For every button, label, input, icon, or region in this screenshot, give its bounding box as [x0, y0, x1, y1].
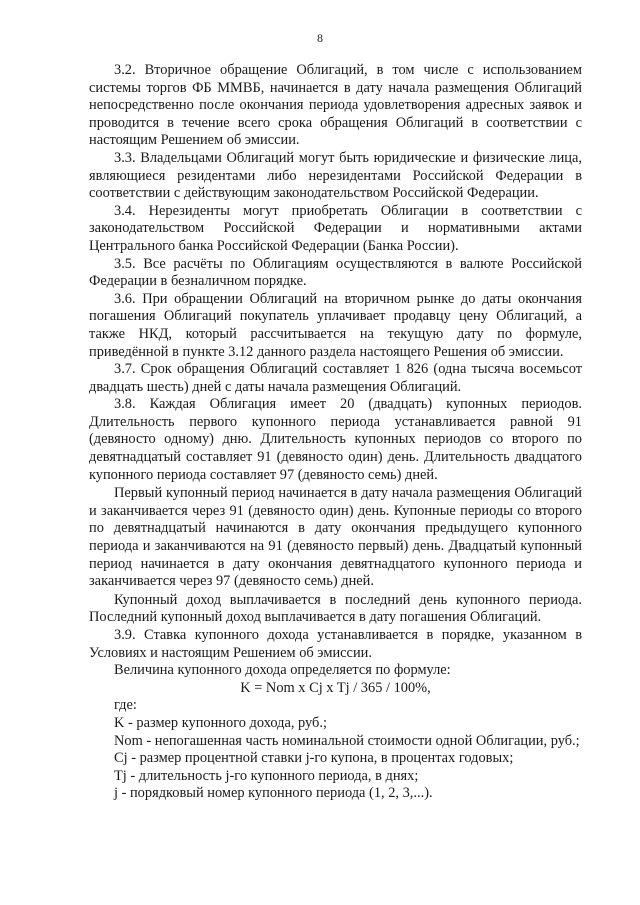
paragraph-3-9: 3.9. Ставка купонного дохода устанавливается в порядке, указанном в Условиях и настоящим Решением об эмиссии.: [89, 627, 582, 661]
page-number: 8: [317, 31, 323, 45]
definition-cj: Cj - размер процентной ставки j-го купона, в процентах годовых;: [114, 750, 514, 767]
paragraph-3-3: 3.3. Владельцами Облигаций могут быть юридические и физические лица, являющиеся резидентами либо нерезидентами Российской Федерации в соответствии с действующим законодательством Российской Федерации.: [89, 149, 582, 202]
paragraph-coupon-payment: Купонный доход выплачивается в последний день купонного периода. Последний купонный доход выплачивается в дату погашения Облигаций.: [89, 591, 582, 626]
paragraph-coupon-periods: Первый купонный период начинается в дату начала размещения Облигаций и заканчивается через 91 (девяносто один) день. Купонные периоды со второго по девятнадцатый начинаются в дату окончания предыдущего купонного периода и заканчиваются на 91 (девяносто первый) день. Двадцатый купонный период начинается в дату окончания девятнадцатого купонного периода и заканчивается через 97 (девяносто семь) дней.: [89, 485, 582, 590]
paragraph-where: где:: [114, 697, 137, 714]
definition-k: K - размер купонного дохода, руб.;: [114, 714, 327, 731]
paragraph-3-8: 3.8. Каждая Облигация имеет 20 (двадцать) купонных периодов. Длительность первого купонного периода устанавливается равной 91 (девяносто одному) дню. Длительность купонных периодов со второго по девятнадцатый составляет 91 (девяносто один) день. Длительность двадцатого купонного периода составляет 97 (девяносто семь) дней.: [89, 396, 582, 483]
definition-nom: Nom - непогашенная часть номинальной стоимости одной Облигации, руб.;: [114, 732, 580, 749]
paragraph-3-2: 3.2. Вторичное обращение Облигаций, в том числе с использованием системы торгов ФБ ММВБ, начинается в дату начала размещения Облигаций непосредственно после окончания периода удовлетворения адресных заявок и проводится в течение всего срока обращения Облигаций в соответствии с настоящим Решением об эмиссии.: [89, 62, 582, 149]
paragraph-3-6: 3.6. При обращении Облигаций на вторичном рынке до даты окончания погашения Облигаций покупатель уплачивает продавцу цену Облигаций, а также НКД, который рассчитывается на текущую дату по формуле, приведённой в пункте 3.12 данного раздела настоящего Решения об эмиссии.: [89, 290, 582, 360]
definition-j: j - порядковый номер купонного периода (1, 2, 3,...).: [114, 785, 433, 802]
coupon-formula: K = Nom x Cj x Tj / 365 / 100%,: [240, 679, 431, 696]
paragraph-3-4: 3.4. Нерезиденты могут приобретать Облигации в соответствии с законодательством Российской Федерации и нормативными актами Центрального банка Российской Федерации (Банка России).: [89, 202, 582, 254]
definition-tj: Tj - длительность j-го купонного периода, в днях;: [114, 767, 419, 784]
paragraph-formula-intro: Величина купонного дохода определяется по формуле:: [114, 662, 451, 679]
paragraph-3-5: 3.5. Все расчёты по Облигациям осуществляются в валюте Российской Федерации в безналичном порядке.: [89, 255, 582, 290]
document-body: [89, 62, 582, 803]
paragraph-3-7: 3.7. Срок обращения Облигаций составляет 1 826 (одна тысяча восемьсот двадцать шесть) дней с даты начала размещения Облигаций.: [89, 361, 582, 395]
